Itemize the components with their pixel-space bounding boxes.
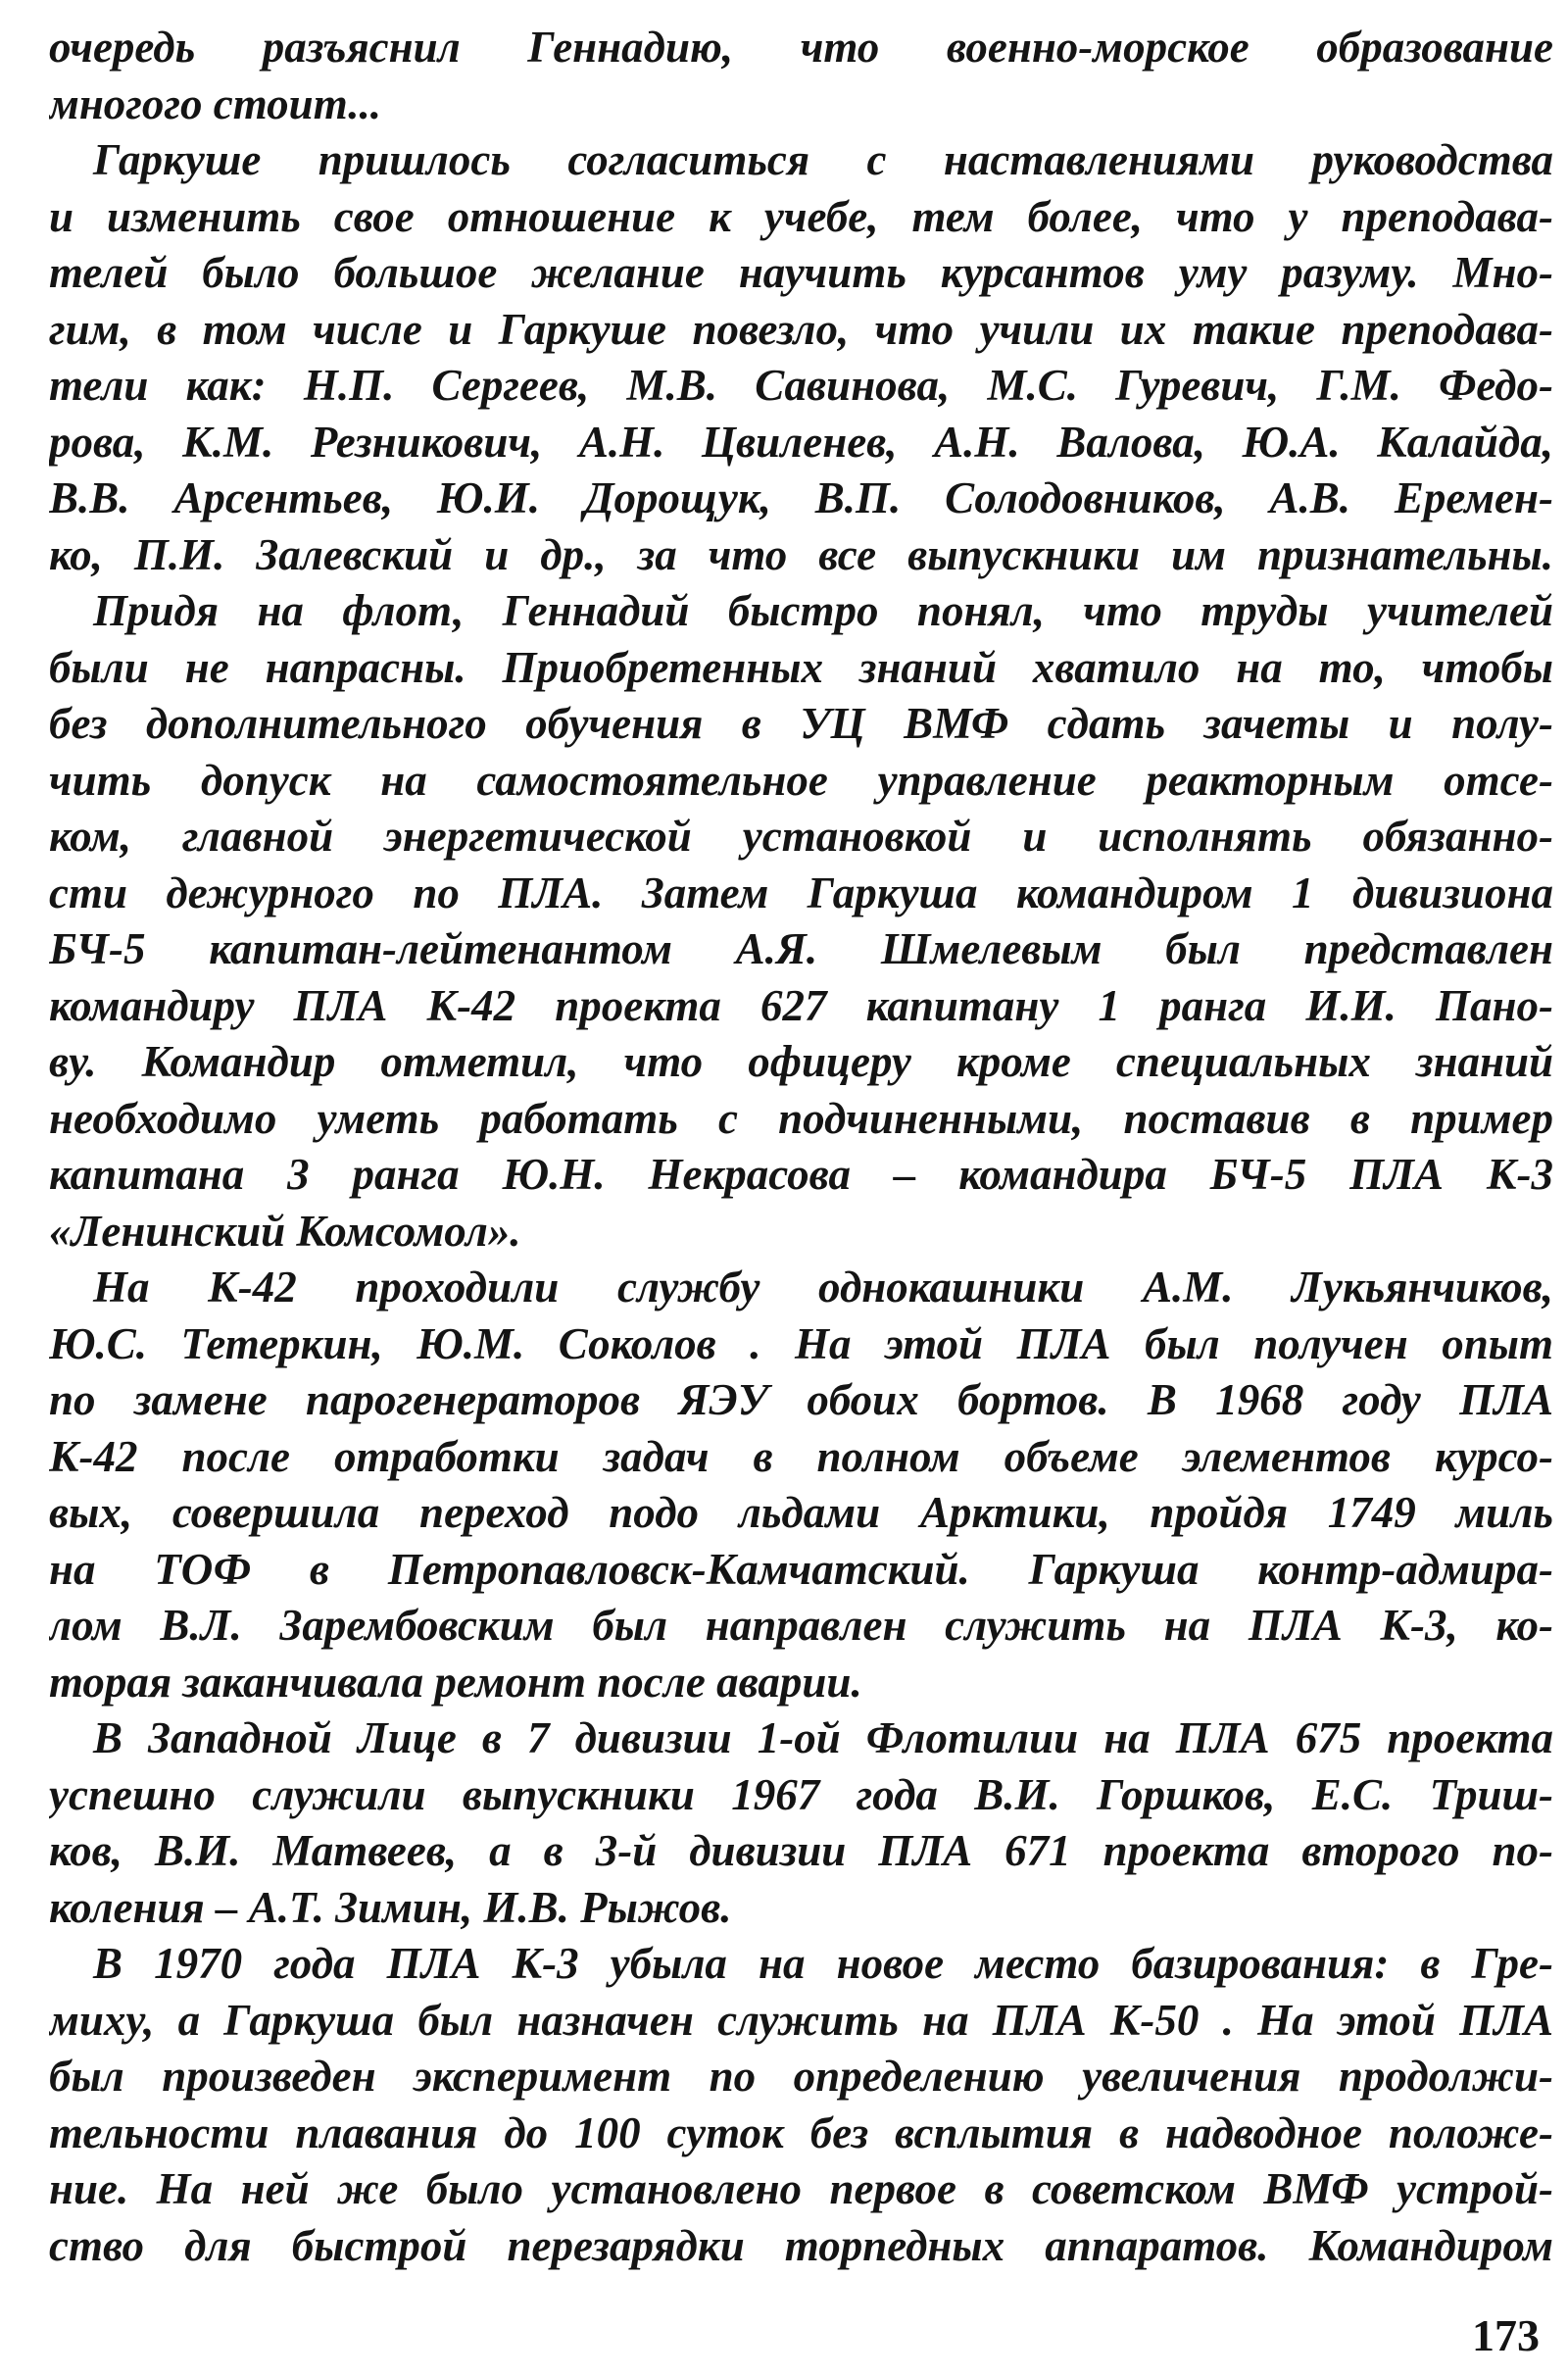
text-line: успешно служили выпускники 1967 года В.И. Горшков, Е.С. Триш- — [49, 1769, 1553, 1819]
text-line: без дополнительного обучения в УЦ ВМФ сдать зачеты и полу- — [49, 699, 1553, 748]
text-line: ков, В.И. Матвеев, а в 3-й дивизии ПЛА 671 проекта второго по- — [49, 1826, 1553, 1875]
text-line: ние. На ней же было установлено первое в советском ВМФ устрой- — [49, 2164, 1553, 2213]
paragraph — [49, 1936, 1553, 2274]
text-line: В Западной Лице в 7 дивизии 1-ой Флотилии на ПЛА 675 проекта — [93, 1713, 1553, 1762]
paragraph — [49, 1260, 1553, 1710]
text-line: сти дежурного по ПЛА. Затем Гаркуша командиром 1 дивизиона — [49, 867, 1553, 917]
text-line: очередь разъяснил Геннадию, что военно-морское образование — [49, 23, 1553, 72]
text-line: В 1970 года ПЛА К-3 убыла на новое место базирования: в Гре- — [93, 1939, 1553, 1988]
text-line: На К-42 проходили службу однокашники А.М. Лукьянчиков, — [93, 1263, 1553, 1312]
text-line: на ТОФ в Петропавловск-Камчатский. Гаркуша контр-адмира- — [49, 1544, 1553, 1594]
text-line: по замене парогенераторов ЯЭУ обоих бортов. В 1968 году ПЛА — [49, 1375, 1553, 1424]
text-line: телей было большое желание научить курсантов уму разуму. Мно- — [49, 248, 1553, 297]
text-line: Придя на флот, Геннадий быстро понял, что труды учителей — [93, 586, 1553, 635]
text-line: гим, в том числе и Гаркуше повезло, что учили их такие преподава- — [49, 304, 1553, 354]
text-line: коления – А.Т. Зимин, И.В. Рыжов. — [49, 1882, 732, 1932]
text-line: БЧ-5 капитан-лейтенантом А.Я. Шмелевым был представлен — [49, 924, 1553, 973]
book-page — [49, 20, 1553, 2360]
text-line: торая заканчивала ремонт после аварии. — [49, 1657, 862, 1707]
text-line: необходимо уметь работать с подчиненными, поставив в пример — [49, 1093, 1553, 1143]
text-line: вых, совершила переход подо льдами Арктики, пройдя 1749 миль — [49, 1488, 1553, 1537]
text-line: «Ленинский Комсомол». — [49, 1206, 521, 1256]
text-line: Ю.С. Тетеркин, Ю.М. Соколов . На этой ПЛА был получен опыт — [49, 1318, 1553, 1368]
paragraph — [49, 583, 1553, 1260]
text-line: ву. Командир отметил, что офицеру кроме специальных знаний — [49, 1037, 1553, 1086]
text-line: чить допуск на самостоятельное управление реакторным отсе- — [49, 755, 1553, 805]
text-line: тельности плавания до 100 суток без всплытия в надводное положе- — [49, 2107, 1553, 2157]
body-text — [49, 20, 1553, 2274]
text-line: К-42 после отработки задач в полном объеме элементов курсо- — [49, 1431, 1553, 1481]
text-line: и изменить свое отношение к учебе, тем более, что у преподава- — [49, 191, 1553, 241]
text-line: многого стоит... — [49, 78, 381, 128]
page-number: 173 — [1472, 2310, 1540, 2360]
text-line: ком, главной энергетической установкой и исполнять обязанно- — [49, 812, 1553, 861]
text-line: рова, К.М. Резникович, А.Н. Цвиленев, А.Н. Валова, Ю.А. Калайда, — [49, 417, 1553, 467]
text-line: командиру ПЛА К-42 проекта 627 капитану 1 ранга И.И. Пано- — [49, 980, 1553, 1030]
text-line: Гаркуше пришлось согласиться с наставлениями руководства — [93, 135, 1553, 184]
paragraph — [49, 132, 1553, 583]
text-line: ство для быстрой перезарядки торпедных аппаратов. Командиром — [49, 2220, 1553, 2270]
text-line: В.В. Арсентьев, Ю.И. Дорощук, В.П. Солодовников, А.В. Еремен- — [49, 473, 1553, 522]
text-line: капитана 3 ранга Ю.Н. Некрасова – командира БЧ-5 ПЛА К-3 — [49, 1150, 1553, 1199]
paragraph — [49, 20, 1553, 132]
text-line: тели как: Н.П. Сергеев, М.В. Савинова, М.С. Гуревич, Г.М. Федо- — [49, 361, 1553, 410]
text-line: были не напрасны. Приобретенных знаний хватило на то, чтобы — [49, 642, 1553, 692]
paragraph — [49, 1710, 1553, 1936]
text-line: был произведен эксперимент по определению увеличения продолжи- — [49, 2052, 1553, 2101]
text-line: миху, а Гаркуша был назначен служить на ПЛА К-50 . На этой ПЛА — [49, 1995, 1553, 2045]
text-line: ко, П.И. Залевский и др., за что все выпускники им признательны. — [49, 529, 1553, 579]
text-line: лом В.Л. Зарембовским был направлен служить на ПЛА К-3, ко- — [49, 1601, 1553, 1650]
